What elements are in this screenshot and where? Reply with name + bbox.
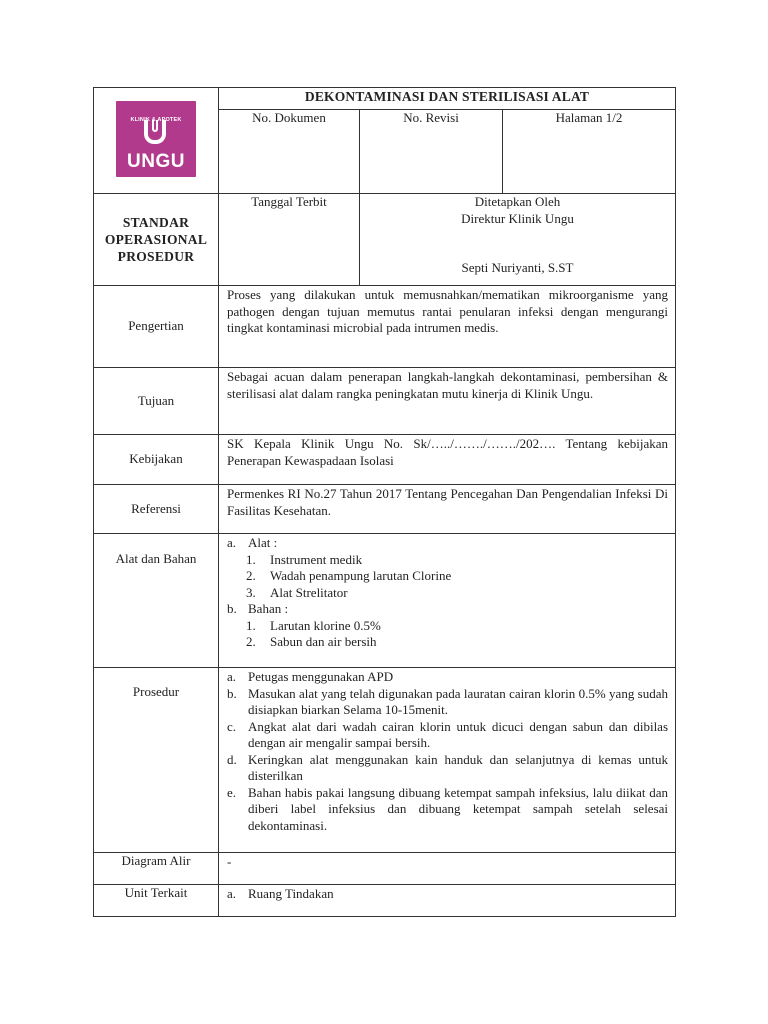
tujuan-label: Tujuan xyxy=(137,392,175,408)
no-revisi-label: No. Revisi xyxy=(403,110,459,125)
pengertian-text: Proses yang dilakukan untuk memusnahkan/mematikan mikroorganisme yang pathogen dengan tujuan memutus rantai penularan infeksi dengan mengurangi tingkat kontaminasi microbial pada intrumen medis. xyxy=(219,286,676,368)
prosedur-step xyxy=(227,669,668,686)
logo-name: UNGU xyxy=(127,150,185,172)
list-item-text: Instrument medik xyxy=(270,551,363,567)
tanggal-terbit-label: Tanggal Terbit xyxy=(251,194,327,209)
list-marker: b. xyxy=(227,601,237,616)
prosedur-step-text: Petugas menggunakan APD xyxy=(248,669,394,684)
tujuan-label-cell xyxy=(94,368,219,435)
list-marker: a. xyxy=(227,886,237,901)
unit-terkait-item xyxy=(227,886,668,903)
clinic-logo xyxy=(116,101,196,177)
alat-title: Alat : xyxy=(248,535,278,550)
sop-title-line-2: OPERASIONAL xyxy=(104,232,208,247)
list-item xyxy=(246,634,668,651)
alat-bahan-label: Alat dan Bahan xyxy=(115,551,197,566)
list-item-text: Larutan klorine 0.5% xyxy=(270,617,381,633)
prosedur-step xyxy=(227,686,668,719)
list-item-text: Alat Strelitator xyxy=(270,584,348,600)
kebijakan-label: Kebijakan xyxy=(129,451,183,467)
diagram-alir-label: Diagram Alir xyxy=(121,853,191,868)
list-marker: a. xyxy=(227,669,237,684)
unit-terkait-label-cell xyxy=(94,885,219,917)
list-item xyxy=(246,585,668,602)
list-item-text: Sabun dan air bersih xyxy=(270,634,377,649)
tanggal-terbit-cell xyxy=(219,194,360,286)
direktur-title: Direktur Klinik Ungu xyxy=(461,210,574,226)
diagram-alir-text: - xyxy=(219,853,676,885)
sop-title-cell xyxy=(94,194,219,286)
pengertian-label: Pengertian xyxy=(128,318,184,334)
bahan-title: Bahan : xyxy=(248,601,289,616)
alat-bahan-content xyxy=(219,534,676,668)
kebijakan-label-cell xyxy=(94,435,219,485)
diagram-alir-label-cell xyxy=(94,853,219,885)
list-marker: e. xyxy=(227,784,237,800)
ditetapkan-oleh: Ditetapkan Oleh xyxy=(474,194,561,209)
list-marker: 2. xyxy=(246,634,256,649)
kebijakan-text: SK Kepala Klinik Ungu No. Sk/…../……./……./202…. Tentang kebijakan Penerapan Kewaspadaan Isolasi xyxy=(219,435,676,485)
prosedur-step-text: Angkat alat dari wadah cairan klorin untuk dicuci dengan sabun dan dibilas dengan air mengalir sampai bersih. xyxy=(248,718,669,750)
list-marker: a. xyxy=(227,535,237,550)
prosedur-step-text: Bahan habis pakai langsung dibuang ketempat sampah infeksius, lalu diikat dan diberi label infeksius dan dibuang ketempat sampah setelah selesai dekontaminasi. xyxy=(248,784,669,833)
prosedur-content xyxy=(219,668,676,853)
no-dokumen-label: No. Dokumen xyxy=(252,110,326,125)
list-item xyxy=(246,618,668,635)
logo-cell xyxy=(94,88,219,194)
prosedur-step xyxy=(227,785,668,835)
sop-title-line-1: STANDAR xyxy=(122,215,190,230)
list-marker: 3. xyxy=(246,584,256,600)
signatory-name: Septi Nuriyanti, S.ST xyxy=(461,260,574,275)
list-marker: c. xyxy=(227,718,237,734)
prosedur-label: Prosedur xyxy=(132,684,180,699)
list-marker: 1. xyxy=(246,551,256,567)
list-marker: 2. xyxy=(246,568,256,583)
unit-terkait-label: Unit Terkait xyxy=(124,885,188,900)
prosedur-step-text: Keringkan alat menggunakan kain handuk dan selanjutnya di kemas untuk disterilkan xyxy=(248,751,669,783)
unit-terkait-content xyxy=(219,885,676,917)
prosedur-label-cell xyxy=(94,668,219,853)
logo-small-text: KLINIK & APOTEK xyxy=(130,117,182,124)
list-item xyxy=(246,552,668,569)
no-dokumen-cell xyxy=(219,110,360,194)
tujuan-text: Sebagai acuan dalam penerapan langkah-langkah dekontaminasi, pembersihan & sterilisasi alat dalam rangka peningkatan mutu kinerja di Klinik Ungu. xyxy=(219,368,676,435)
list-marker: d. xyxy=(227,751,237,767)
referensi-text: Permenkes RI No.27 Tahun 2017 Tentang Pencegahan Dan Pengendalian Infeksi Di Fasilitas Kesehatan. xyxy=(219,485,676,534)
document-title: DEKONTAMINASI DAN STERILISASI ALAT xyxy=(219,88,676,110)
sop-table xyxy=(93,87,676,917)
prosedur-step-text: Masukan alat yang telah digunakan pada lauratan cairan klorin 0.5% yang sudah disiapkan biarkan Selama 10-15menit. xyxy=(248,685,669,717)
logo-u-icon xyxy=(144,120,166,144)
alat-group xyxy=(227,535,668,552)
prosedur-step xyxy=(227,719,668,752)
list-marker: b. xyxy=(227,685,237,701)
ditetapkan-cell xyxy=(360,194,676,286)
bahan-group xyxy=(227,601,668,618)
sop-title-line-3: PROSEDUR xyxy=(117,249,195,264)
halaman-cell xyxy=(503,110,676,194)
list-marker: 1. xyxy=(246,617,256,633)
list-item-text: Wadah penampung larutan Clorine xyxy=(270,568,452,583)
prosedur-step xyxy=(227,752,668,785)
halaman-label: Halaman 1/2 xyxy=(555,110,623,125)
referensi-label-cell xyxy=(94,485,219,534)
no-revisi-cell xyxy=(360,110,503,194)
alat-bahan-label-cell xyxy=(94,534,219,668)
referensi-label: Referensi xyxy=(131,500,181,516)
pengertian-label-cell xyxy=(94,286,219,368)
list-item xyxy=(246,568,668,585)
unit-terkait-text: Ruang Tindakan xyxy=(248,886,334,901)
